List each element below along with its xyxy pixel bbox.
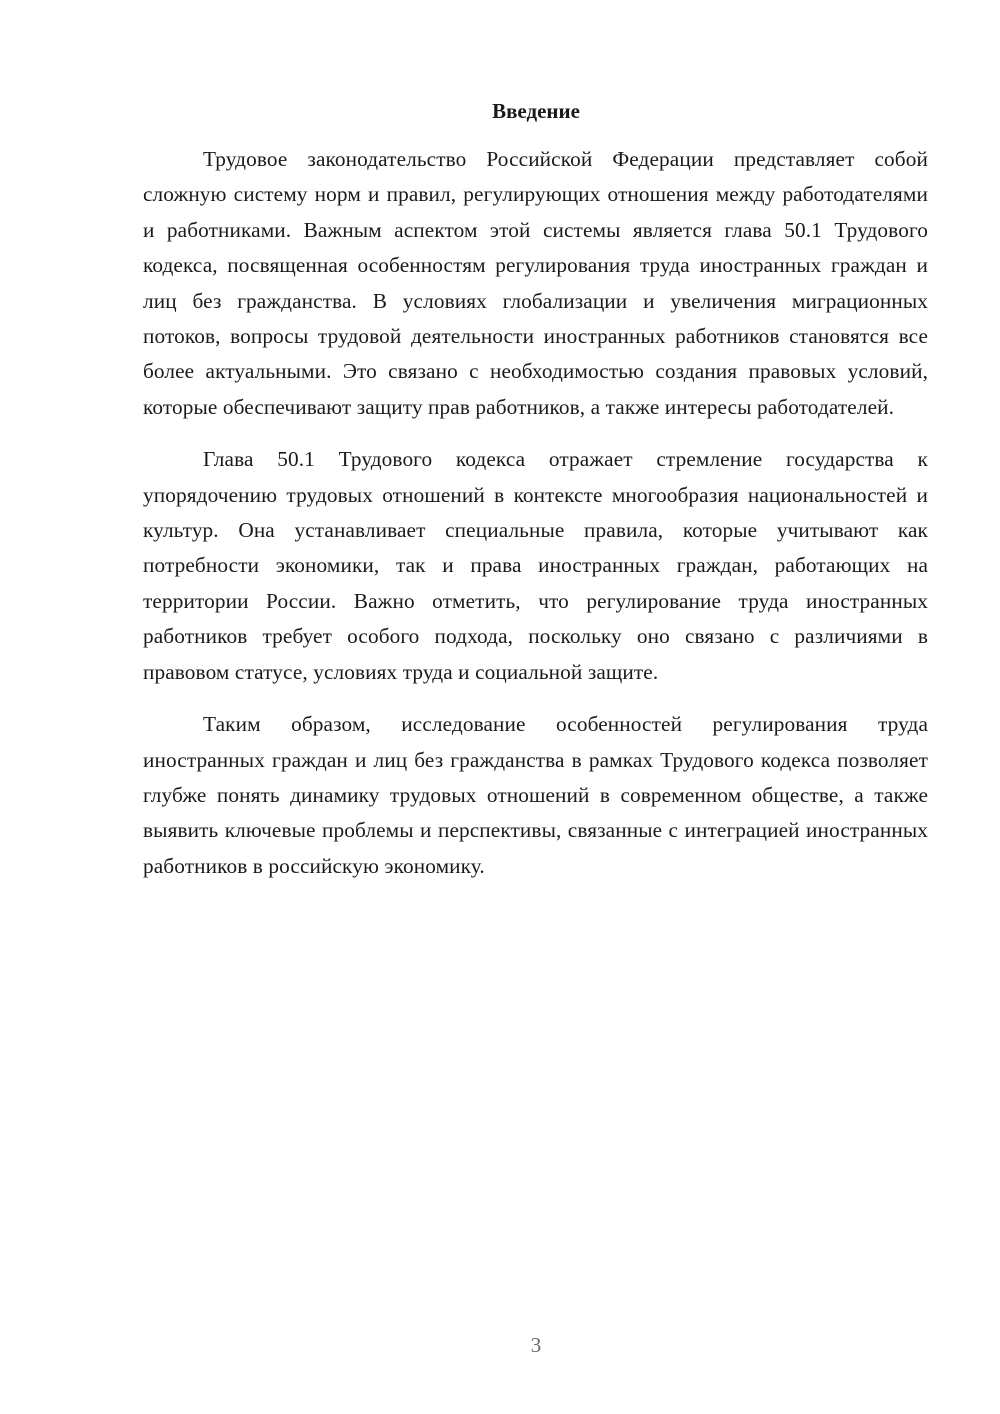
paragraph-3: Таким образом, исследование особенностей регулирования труда иностранных граждан и лиц без гражданства в рамках Трудового кодекса позволяет глубже понять динамику трудовых отношений в современном обществе, а также выявить ключевые проблемы и перспективы, связанные с интеграцией иностранных работников в российскую экономику. (143, 712, 928, 878)
paragraph-1: Трудовое законодательство Российской Федерации представляет собой сложную систему норм и правил, регулирующих отношения между работодателями и работниками. Важным аспектом этой системы является глава 50.1 Трудового кодекса, посвященная особенностям регулирования труда иностранных граждан и лиц без гражданства. В условиях глобализации и увеличения миграционных потоков, вопросы трудовой деятельности иностранных работников становятся все более актуальными. Это связано с необходимостью создания правовых условий, которые обеспечивают защиту прав работников, а также интересы работодателей. (143, 147, 928, 419)
page-number: 3 (530, 1333, 542, 1357)
document-body (143, 142, 928, 901)
section-heading: Введение (492, 99, 580, 123)
paragraph-2: Глава 50.1 Трудового кодекса отражает стремление государства к упорядочению трудовых отношений в контексте многообразия национальностей и культур. Она устанавливает специальные правила, которые учитывают как потребности экономики, так и права иностранных граждан, работающих на территории России. Важно отметить, что регулирование труда иностранных работников требует особого подхода, поскольку оно связано с различиями в правовом статусе, условиях труда и социальной защите. (143, 447, 928, 684)
